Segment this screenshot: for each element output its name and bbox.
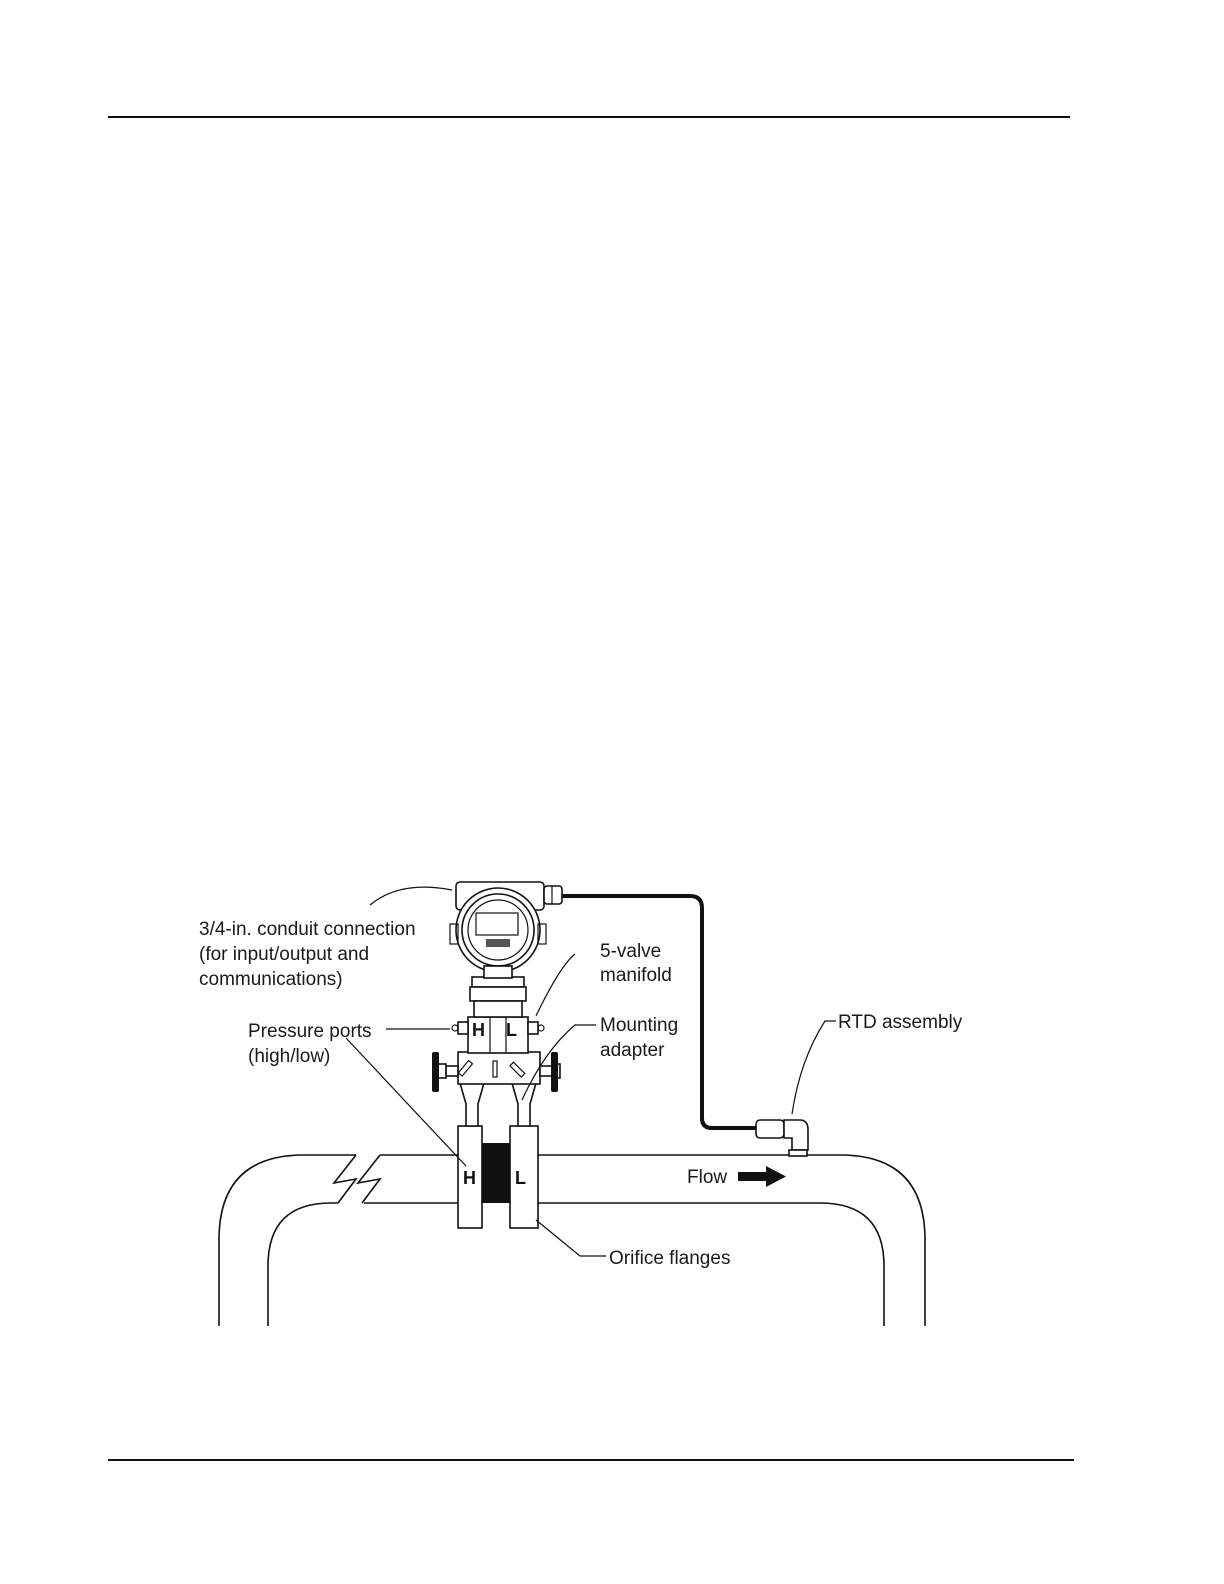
adapter-label-line1: Mounting xyxy=(600,1015,679,1036)
flange-h-letter: H xyxy=(463,1168,476,1188)
flange-l-letter: L xyxy=(515,1168,526,1188)
rtd-assembly xyxy=(756,1120,808,1156)
mounting-adapter xyxy=(460,1083,536,1126)
ports-label-line2: (high/low) xyxy=(248,1046,331,1067)
manifold-label-line1: 5-valve xyxy=(600,941,662,962)
rtd-cable xyxy=(562,896,758,1128)
conduit-label-line3: communications) xyxy=(199,969,343,990)
leader-lines xyxy=(346,887,836,1256)
manifold-label-line2: manifold xyxy=(600,965,672,986)
lightning-break-icon xyxy=(334,1155,380,1203)
pipe xyxy=(219,1155,925,1326)
transmitter xyxy=(450,882,562,978)
five-valve-manifold xyxy=(432,1052,560,1092)
ports-label-line1: Pressure ports xyxy=(248,1021,372,1042)
sensor-neck xyxy=(470,977,526,1017)
conduit-label-line2: (for input/output and xyxy=(199,944,370,965)
adapter-label-line2: adapter xyxy=(600,1040,665,1061)
flow-label: Flow xyxy=(687,1167,728,1188)
port-l-letter: L xyxy=(506,1020,517,1040)
arrow-right-icon xyxy=(738,1166,786,1187)
rtd-label: RTD assembly xyxy=(838,1012,963,1033)
flanges-label: Orifice flanges xyxy=(609,1248,731,1269)
conduit-label-line1: 3/4-in. conduit connection xyxy=(199,919,416,940)
port-h-letter: H xyxy=(472,1020,485,1040)
pressure-ports-block xyxy=(452,1017,544,1053)
